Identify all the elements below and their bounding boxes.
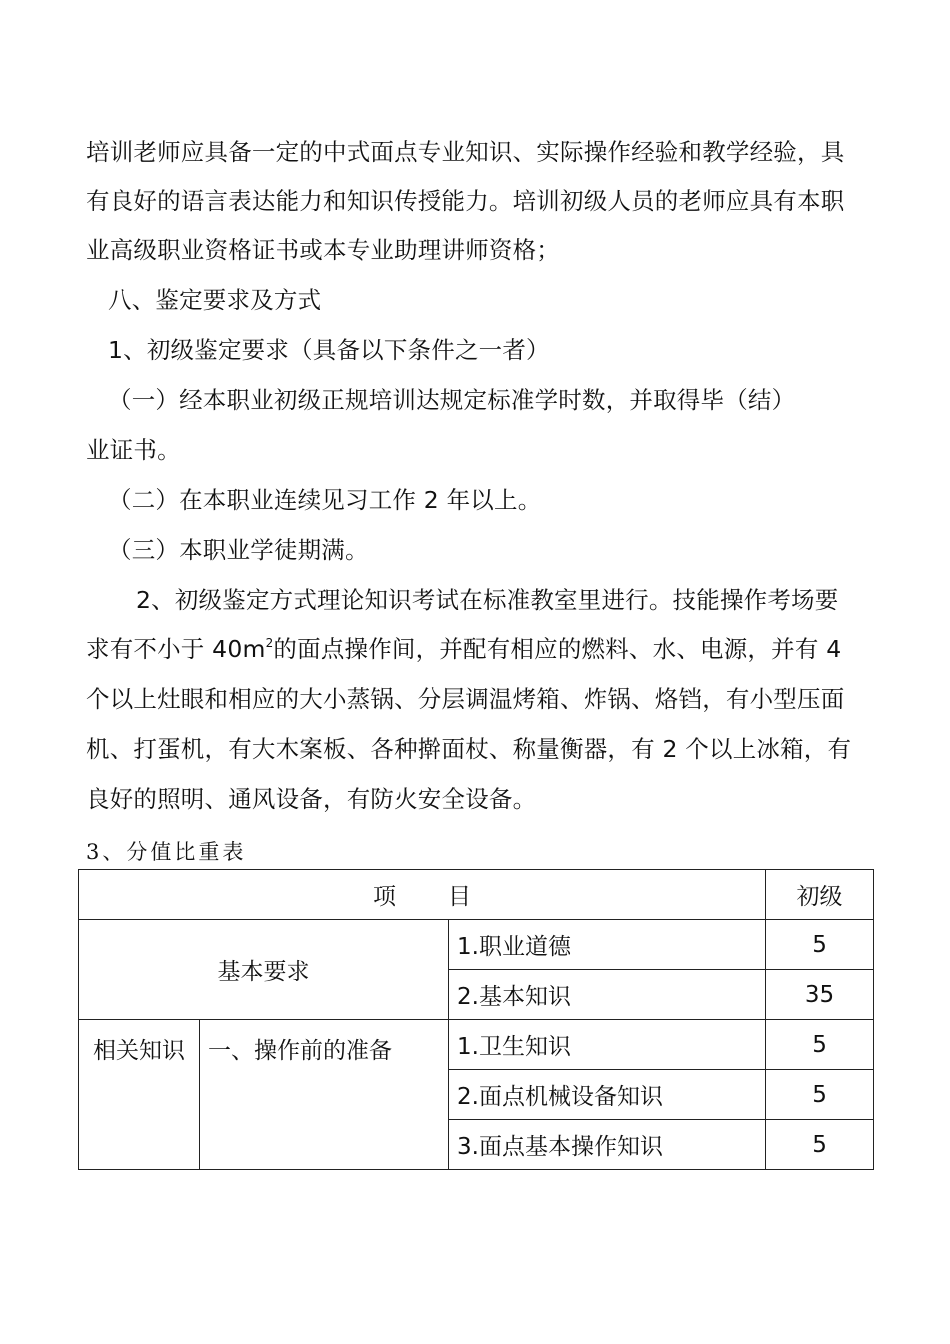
item-name-cell: 1.职业道德 <box>449 920 766 970</box>
item-value-cell: 5 <box>766 1120 874 1170</box>
table-header-row <box>79 870 874 920</box>
score-weight-table <box>78 869 874 1170</box>
item-name-cell: 3.面点基本操作知识 <box>449 1120 766 1170</box>
header-item-cell <box>79 870 766 920</box>
condition-item: （一）经本职业初级正规培训达规定标准学时数，并取得毕（结） <box>108 386 796 414</box>
paragraph-line: 业高级职业资格证书或本专业助理讲师资格； <box>86 236 560 264</box>
header-item-char: 目 <box>448 884 471 910</box>
subsection-heading: 1、初级鉴定要求（具备以下条件之一者） <box>108 336 550 364</box>
paragraph-line: 2、初级鉴定方式理论知识考试在标准教室里进行。技能操作考场要 <box>136 586 839 614</box>
table-row <box>79 1020 874 1070</box>
item-value-cell: 35 <box>766 970 874 1020</box>
table-caption: 3、分值比重表 <box>86 840 247 864</box>
item-value-cell: 5 <box>766 920 874 970</box>
item-value-cell: 5 <box>766 1070 874 1120</box>
related-group-cell: 相关知识 <box>79 1020 200 1170</box>
paragraph-line: 有良好的语言表达能力和知识传授能力。培训初级人员的老师应具有本职 <box>86 187 845 215</box>
text-run: 求有不小于 40m <box>86 635 266 663</box>
item-value-cell: 5 <box>766 1020 874 1070</box>
item-name-cell: 2.面点机械设备知识 <box>449 1070 766 1120</box>
paragraph-line <box>86 634 841 664</box>
text-run: 的面点操作间，并配有相应的燃料、水、电源，并有 4 <box>273 635 842 663</box>
paragraph-line: 良好的照明、通风设备，有防火安全设备。 <box>86 785 537 813</box>
paragraph-line: 培训老师应具备一定的中式面点专业知识、实际操作经验和教学经验，具 <box>86 138 845 166</box>
header-level-cell: 初级 <box>766 870 874 920</box>
item-name-cell: 1.卫生知识 <box>449 1020 766 1070</box>
superscript: 2 <box>265 636 274 650</box>
paragraph-line: 机、打蛋机，有大木案板、各种擀面杖、称量衡器，有 2 个以上冰箱，有 <box>86 735 852 763</box>
table-row <box>79 920 874 970</box>
paragraph-line: 个以上灶眼和相应的大小蒸锅、分层调温烤箱、炸锅、烙铛，有小型压面 <box>86 685 845 713</box>
condition-item: （二）在本职业连续见习工作 2 年以上。 <box>108 486 542 514</box>
item-name-cell: 2.基本知识 <box>449 970 766 1020</box>
related-sub-cell: 一、操作前的准备 <box>200 1020 449 1170</box>
condition-item: （三）本职业学徒期满。 <box>108 536 369 564</box>
basic-group-cell: 基本要求 <box>79 920 449 1020</box>
condition-item-continued: 业证书。 <box>86 436 181 464</box>
header-item-char: 项 <box>373 884 396 910</box>
section-heading: 八、鉴定要求及方式 <box>108 286 322 314</box>
